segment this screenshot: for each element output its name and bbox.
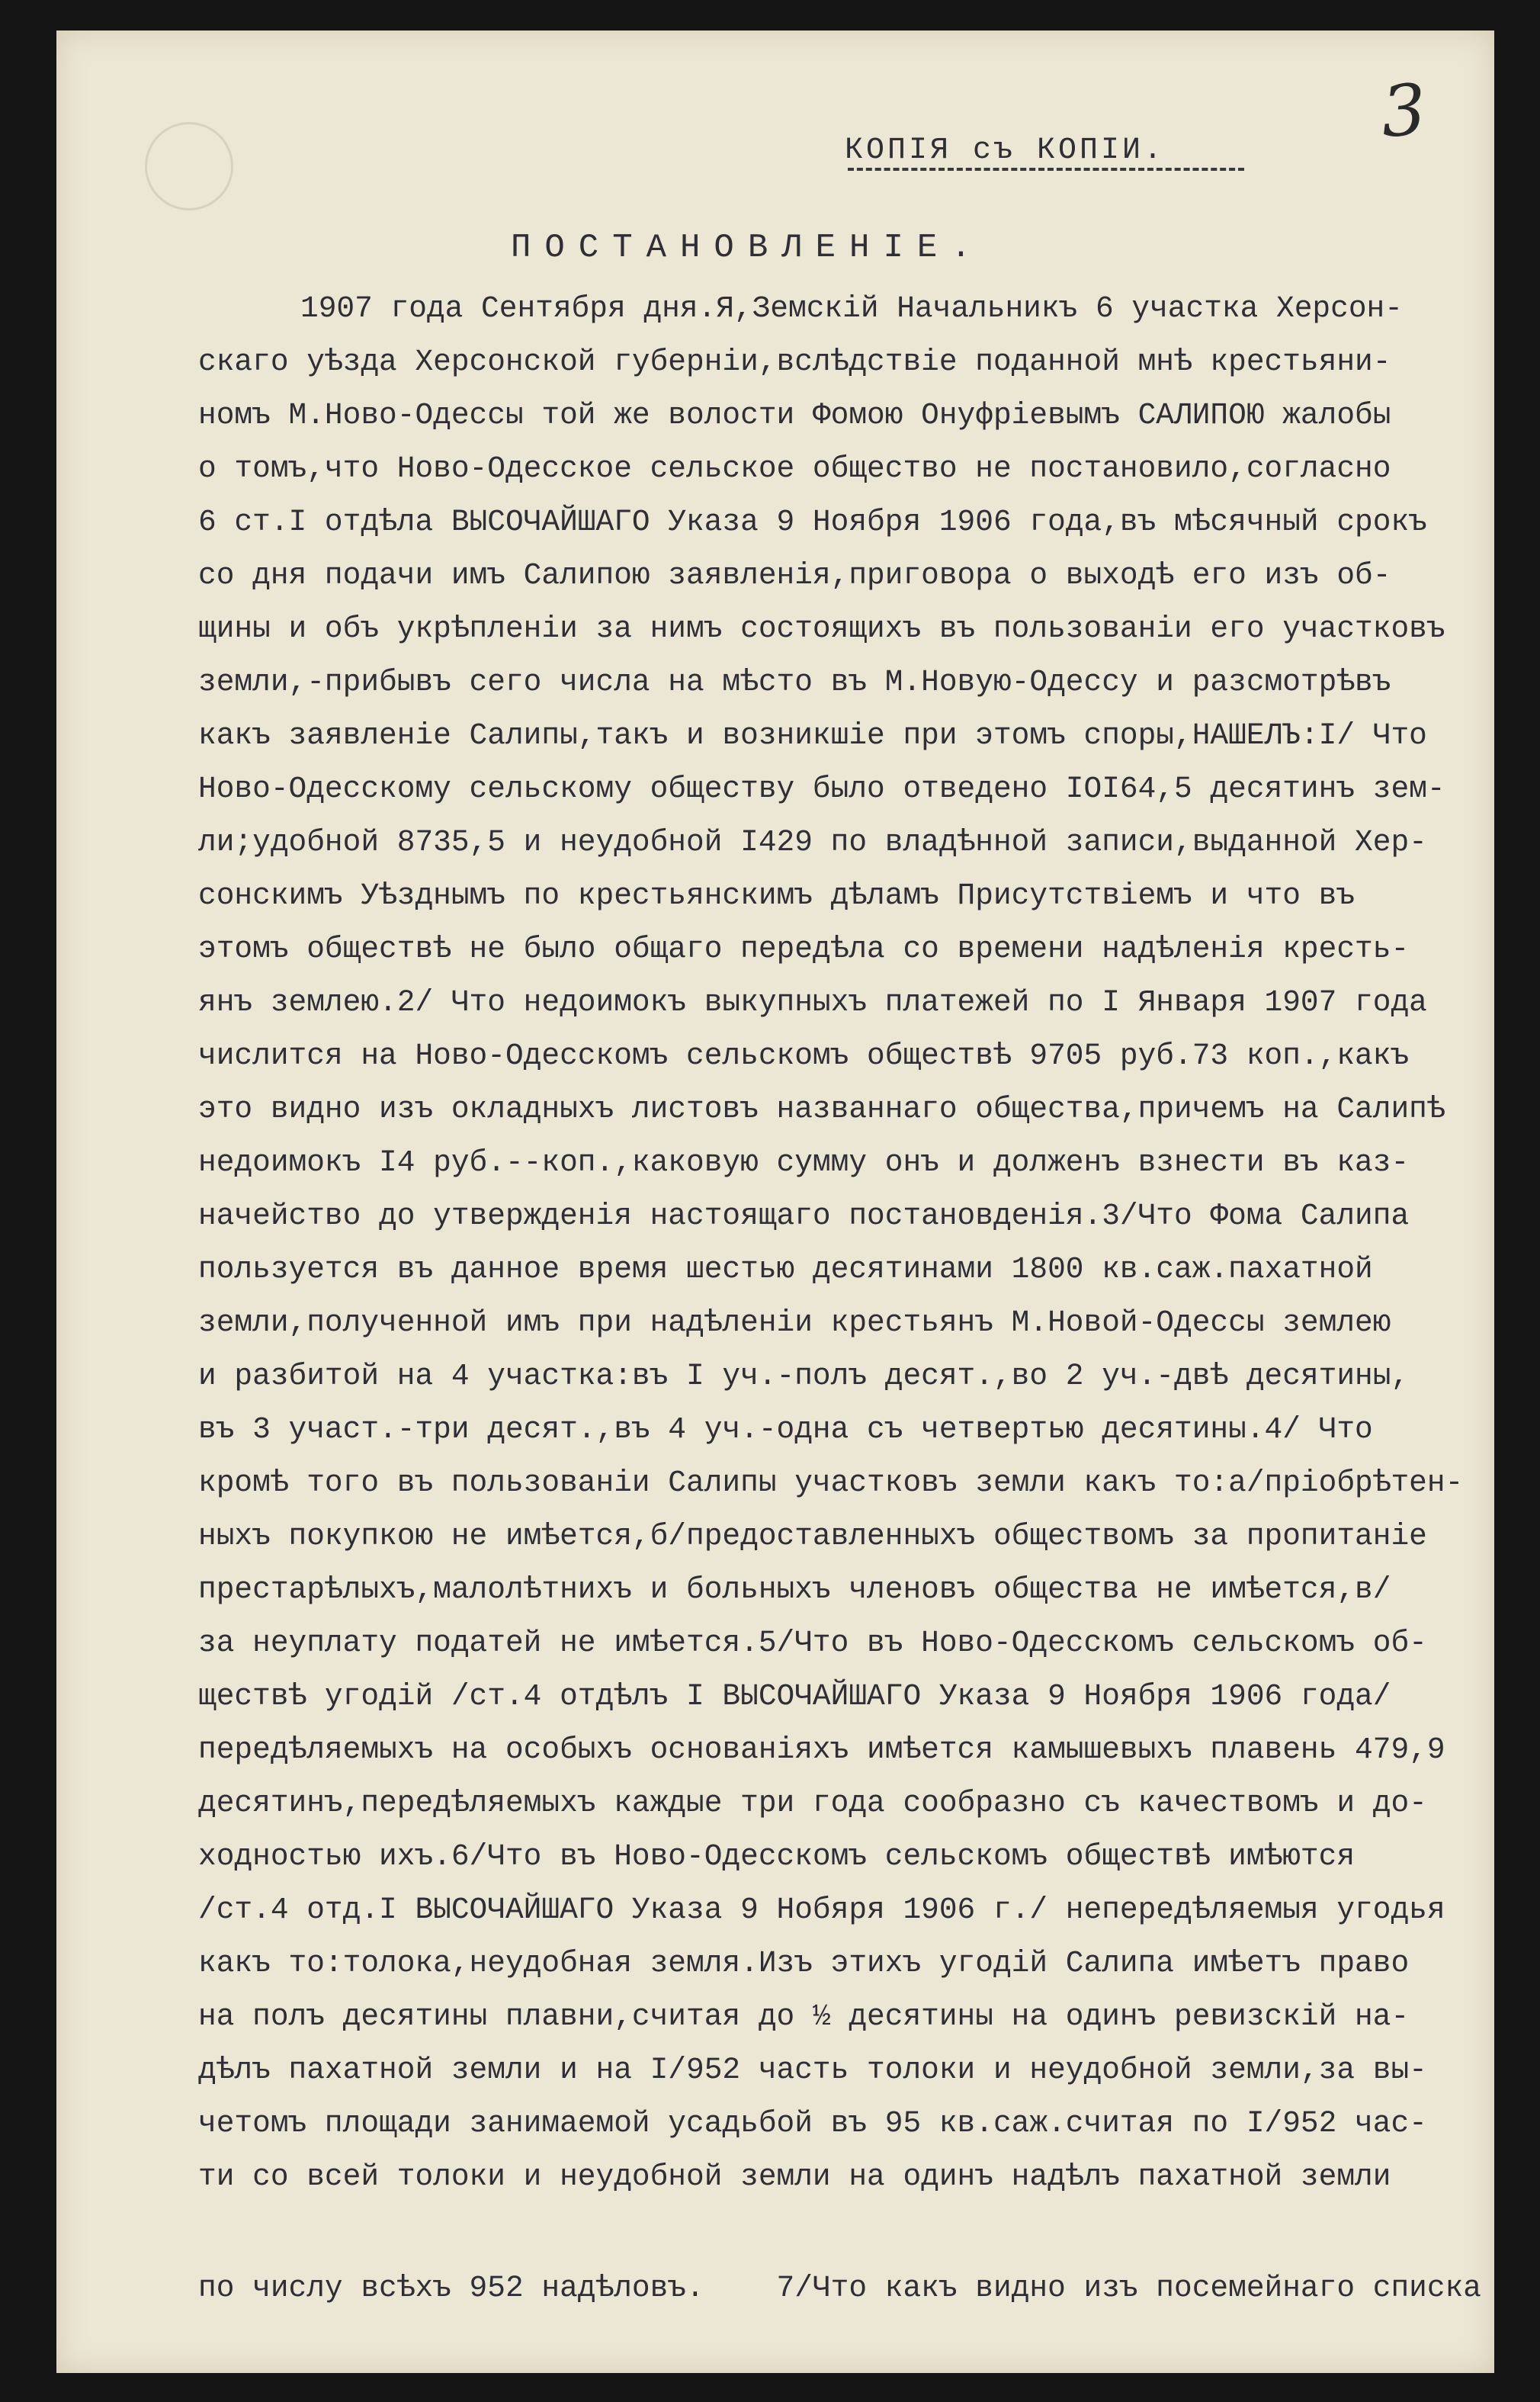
text-line: десятинъ,передѣляемыхъ каждые три года сообразно съ качествомъ и до- — [198, 1786, 1427, 1820]
text-line: пользуется въ данное время шестью десятинами 1800 кв.саж.пахатной — [198, 1252, 1373, 1286]
text-line: на полъ десятины плавни,считая до ½ десятины на одинъ ревизскій на- — [198, 1999, 1410, 2034]
faint-stamp-mark — [145, 122, 233, 210]
text-line: номъ М.Ново-Одессы той же волости Фомою Онуфріевымъ САЛИПОЮ жалобы — [198, 398, 1391, 432]
text-line: о томъ,что Ново-Одесское сельское общество не постановило,согласно — [198, 451, 1391, 486]
handwritten-page-number: 3 — [1378, 69, 1429, 153]
text-line: передѣляемыхъ на особыхъ основаніяхъ имѣется камышевыхъ плавень 479,9 — [198, 1732, 1445, 1767]
text-line: скаго уѣзда Херсонской губерніи,вслѣдствіе поданной мнѣ крестьяни- — [198, 345, 1391, 379]
document-body — [198, 282, 1479, 2204]
copy-label-underline — [848, 168, 1244, 171]
text-line: это видно изъ окладныхъ листовъ названнаго общества,причемъ на Салипѣ — [198, 1092, 1445, 1126]
text-line: какъ то:толока,неудобная земля.Изъ этихъ угодій Салипа имѣетъ право — [198, 1946, 1410, 1980]
text-line: ли;удобной 8735,5 и неудобной I429 по владѣнной записи,выданной Хер- — [198, 825, 1427, 859]
text-line: 1907 года Сентября дня.Я,Земскій Начальникъ 6 участка Херсон- — [300, 291, 1403, 326]
text-line: какъ заявленіе Салипы,такъ и возникшіе при этомъ споры,НАШЕЛЪ:I/ Что — [198, 718, 1427, 753]
text-line: щины и объ укрѣпленіи за нимъ состоящихъ въ пользованіи его участковъ — [198, 612, 1445, 646]
text-line: ществѣ угодій /ст.4 отдѣлъ I ВЫСОЧАЙШАГО Указа 9 Ноября 1906 года/ — [198, 1679, 1391, 1713]
copy-label: КОПІЯ съ КОПІИ. — [845, 133, 1166, 168]
text-line: земли,-прибывъ сего числа на мѣсто въ М.Новую-Одессу и разсмотрѣвъ — [198, 665, 1391, 699]
text-line: за неуплату податей не имѣется.5/Что въ Ново-Одесскомъ сельскомъ об- — [198, 1626, 1427, 1660]
text-line: сонскимъ Уѣзднымъ по крестьянскимъ дѣламъ Присутствіемъ и что въ — [198, 878, 1356, 913]
text-line: въ 3 участ.-три десят.,въ 4 уч.-одна съ четвертью десятины.4/ Что — [198, 1412, 1373, 1447]
text-line: четомъ площади занимаемой усадьбой въ 95 кв.саж.считая по I/952 час- — [198, 2106, 1427, 2140]
text-line: земли,полученной имъ при надѣленіи крестьянъ М.Новой-Одессы землею — [198, 1305, 1391, 1340]
text-line: и разбитой на 4 участка:въ I уч.-полъ десят.,во 2 уч.-двѣ десятины, — [198, 1359, 1410, 1393]
text-line: со дня подачи имъ Салипою заявленія,приговора о выходѣ его изъ об- — [198, 558, 1391, 592]
text-line: дѣлъ пахатной земли и на I/952 часть толоки и неудобной земли,за вы- — [198, 2053, 1427, 2087]
text-line: этомъ обществѣ не было общаго передѣла со времени надѣленія кресть- — [198, 932, 1410, 966]
text-line: начейство до утвержденія настоящаго постановденія.3/Что Фома Салипа — [198, 1199, 1410, 1233]
text-line: 6 ст.I отдѣла ВЫСОЧАЙШАГО Указа 9 Ноября 1906 года,въ мѣсячный срокъ — [198, 505, 1427, 539]
text-line: ныхъ покупкою не имѣется,б/предоставленныхъ обществомъ за пропитаніе — [198, 1519, 1427, 1553]
text-line: недоимокъ I4 руб.--коп.,каковую сумму онъ и долженъ взнести въ каз- — [198, 1145, 1410, 1180]
text-line: Ново-Одесскому сельскому обществу было отведено IOI64,5 десятинъ зем- — [198, 772, 1445, 806]
text-line: янъ землею.2/ Что недоимокъ выкупныхъ платежей по I Января 1907 года — [198, 985, 1427, 1020]
text-line: престарѣлыхъ,малолѣтнихъ и больныхъ членовъ общества не имѣется,в/ — [198, 1572, 1391, 1607]
text-line: кромѣ того въ пользованіи Салипы участковъ земли какъ то:а/пріобрѣтен- — [198, 1466, 1464, 1500]
text-line: ходностью ихъ.6/Что въ Ново-Одесскомъ сельскомъ обществѣ имѣются — [198, 1839, 1356, 1874]
text-line: ти со всей толоки и неудобной земли на одинъ надѣлъ пахатной земли — [198, 2160, 1391, 2194]
document-last-line: по числу всѣхъ 952 надѣловъ. 7/Что какъ видно изъ посемейнаго списка — [198, 2271, 1481, 2305]
document-title: ПОСТАНОВЛЕНІЕ. — [511, 229, 985, 267]
text-line: числится на Ново-Одесскомъ сельскомъ обществѣ 9705 руб.73 коп.,какъ — [198, 1039, 1410, 1073]
text-line: /ст.4 отд.I ВЫСОЧАЙШАГО Указа 9 Нобяря 1906 г./ непередѣляемыя угодья — [198, 1893, 1445, 1927]
